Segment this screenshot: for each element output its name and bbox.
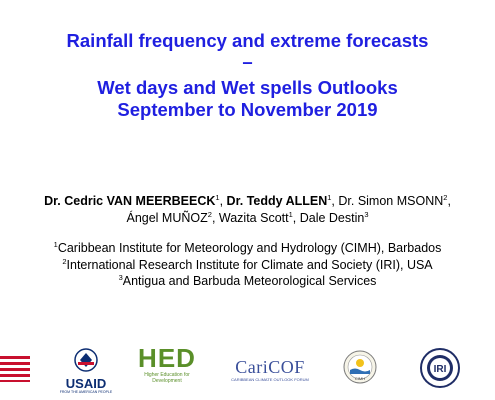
caricof-logo (221, 357, 319, 387)
cimh-seal-text: CIMH (354, 376, 366, 381)
hed-tagline: Higher Education for Development (144, 372, 190, 384)
usaid-logo (58, 348, 114, 394)
affiliation-3: $^3$Antigua and Barbuda Meteorological Services (118, 272, 377, 288)
author-4: Ángel MUÑOZ$^2$, (126, 209, 219, 225)
usaid-seal-icon (58, 348, 114, 372)
slide-title-line2: Wet days and Wet spells Outlooks (97, 77, 398, 98)
affiliation-2: $^2$International Research Institute for Climate and Society (IRI), USA (62, 256, 433, 272)
author-5: Wazita Scott$^1$, (218, 209, 300, 225)
author-6: Dale Destin$^3$ (299, 209, 369, 225)
author-3: Dr. Simon MSONN$^2$, (338, 192, 451, 208)
slide-title-line3: September to November 2019 (117, 99, 378, 120)
usaid-wordmark: USAID (65, 376, 107, 391)
affiliation-1: $^1$Caribbean Institute for Meteorology and Hydrology (CIMH), Barbados (53, 239, 442, 255)
author-list-line1 (0, 193, 495, 209)
author-list-line2 (0, 210, 495, 226)
usaid-tagline: FROM THE AMERICAN PEOPLE (59, 390, 113, 394)
iri-wordmark: IRI (433, 364, 447, 375)
cimh-logo (343, 350, 377, 384)
us-flag-logo (0, 356, 30, 382)
iri-logo (420, 348, 460, 388)
author-1: Dr. Cedric VAN MEERBEECK$^1$, (44, 192, 227, 208)
caricof-tagline: CARIBBEAN CLIMATE OUTLOOK FORUM (231, 377, 309, 382)
slide-title-dash: – (242, 51, 253, 72)
hed-wordmark: HED (138, 343, 196, 373)
hed-logo (136, 344, 198, 394)
caricof-wordmark: CariCOF (235, 357, 305, 377)
slide-title-line1: Rainfall frequency and extreme forecasts (66, 30, 429, 51)
author-2: Dr. Teddy ALLEN$^1$, (226, 192, 339, 208)
